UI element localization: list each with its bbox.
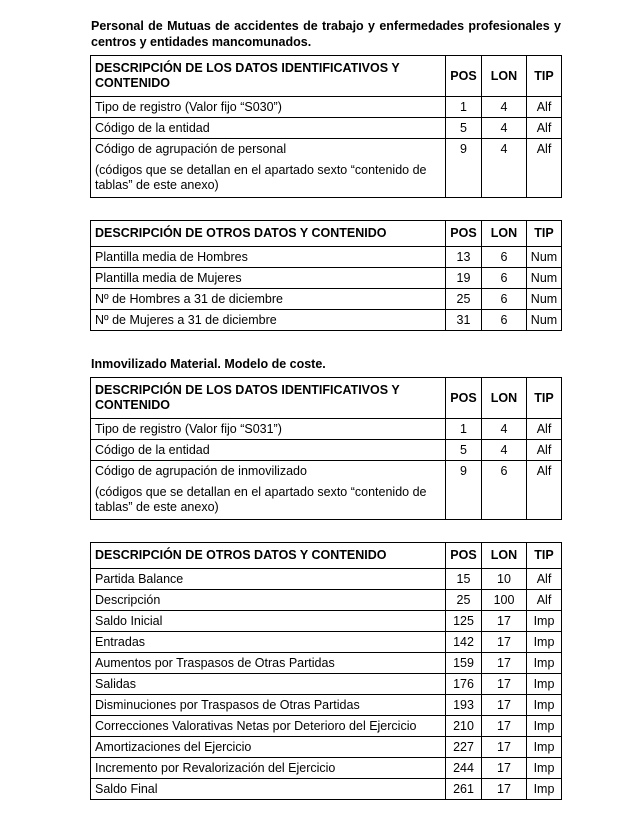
row-description-cell xyxy=(91,461,446,520)
row-tip: Alf xyxy=(527,590,562,611)
header-lon: LON xyxy=(482,56,527,97)
row-description: Tipo de registro (Valor fijo “S030”) xyxy=(91,97,446,118)
table-row xyxy=(91,310,562,331)
header-tip: TIP xyxy=(527,56,562,97)
table-row xyxy=(91,674,562,695)
row-lon: 4 xyxy=(482,419,527,440)
row-pos: 142 xyxy=(446,632,482,653)
table-row xyxy=(91,97,562,118)
row-lon: 4 xyxy=(482,97,527,118)
table-header-row xyxy=(91,378,562,419)
header-description: DESCRIPCIÓN DE LOS DATOS IDENTIFICATIVOS Y CONTENIDO xyxy=(91,378,446,419)
row-pos: 13 xyxy=(446,247,482,268)
table-row xyxy=(91,569,562,590)
row-pos: 1 xyxy=(446,97,482,118)
row-description: Saldo Final xyxy=(91,779,446,800)
table-row xyxy=(91,118,562,139)
row-description: Código de agrupación de personal xyxy=(95,142,287,156)
row-tip: Alf xyxy=(527,97,562,118)
table-row xyxy=(91,419,562,440)
row-pos: 1 xyxy=(446,419,482,440)
row-tip: Alf xyxy=(527,569,562,590)
row-tip: Alf xyxy=(527,440,562,461)
row-description: Amortizaciones del Ejercicio xyxy=(91,737,446,758)
row-note: (códigos que se detallan en el apartado sexto “contenido de tablas” de este anexo) xyxy=(95,163,427,192)
row-pos: 159 xyxy=(446,653,482,674)
row-description: Disminuciones por Traspasos de Otras Partidas xyxy=(91,695,446,716)
row-pos: 125 xyxy=(446,611,482,632)
row-description: Nº de Mujeres a 31 de diciembre xyxy=(91,310,446,331)
row-pos: 261 xyxy=(446,779,482,800)
row-description: Tipo de registro (Valor fijo “S031”) xyxy=(91,419,446,440)
section-title: Personal de Mutuas de accidentes de trabajo y enfermedades profesionales y centros y entidades mancomunados. xyxy=(91,19,561,49)
row-pos: 193 xyxy=(446,695,482,716)
table-header-row xyxy=(91,56,562,97)
row-tip: Num xyxy=(527,268,562,289)
row-tip: Imp xyxy=(527,611,562,632)
row-description: Aumentos por Traspasos de Otras Partidas xyxy=(91,653,446,674)
row-tip: Imp xyxy=(527,695,562,716)
table-row xyxy=(91,268,562,289)
row-tip: Alf xyxy=(527,118,562,139)
row-description: Entradas xyxy=(91,632,446,653)
header-tip: TIP xyxy=(527,543,562,569)
row-lon: 6 xyxy=(482,310,527,331)
row-pos: 5 xyxy=(446,440,482,461)
header-tip: TIP xyxy=(527,378,562,419)
row-description: Nº de Hombres a 31 de diciembre xyxy=(91,289,446,310)
table-row xyxy=(91,653,562,674)
table-row xyxy=(91,695,562,716)
row-tip: Imp xyxy=(527,632,562,653)
header-description: DESCRIPCIÓN DE OTROS DATOS Y CONTENIDO xyxy=(91,221,446,247)
row-description: Plantilla media de Hombres xyxy=(91,247,446,268)
row-description: Partida Balance xyxy=(91,569,446,590)
row-pos: 31 xyxy=(446,310,482,331)
row-lon: 100 xyxy=(482,590,527,611)
row-pos: 25 xyxy=(446,289,482,310)
row-lon: 6 xyxy=(482,289,527,310)
header-description: DESCRIPCIÓN DE OTROS DATOS Y CONTENIDO xyxy=(91,543,446,569)
table-row xyxy=(91,247,562,268)
table-row xyxy=(91,737,562,758)
header-pos: POS xyxy=(446,56,482,97)
row-tip: Num xyxy=(527,310,562,331)
row-lon: 17 xyxy=(482,737,527,758)
row-description: Salidas xyxy=(91,674,446,695)
table-row xyxy=(91,590,562,611)
row-pos: 19 xyxy=(446,268,482,289)
row-pos: 244 xyxy=(446,758,482,779)
header-lon: LON xyxy=(482,221,527,247)
row-pos: 9 xyxy=(446,461,482,520)
row-lon: 6 xyxy=(482,461,527,520)
table-row xyxy=(91,611,562,632)
header-pos: POS xyxy=(446,543,482,569)
row-tip: Imp xyxy=(527,716,562,737)
header-lon: LON xyxy=(482,543,527,569)
row-tip: Imp xyxy=(527,779,562,800)
table-row xyxy=(91,779,562,800)
row-pos: 5 xyxy=(446,118,482,139)
row-pos: 176 xyxy=(446,674,482,695)
row-description: Plantilla media de Mujeres xyxy=(91,268,446,289)
section-title: Inmovilizado Material. Modelo de coste. xyxy=(91,357,326,371)
identifying-data-table xyxy=(90,55,562,198)
row-pos: 15 xyxy=(446,569,482,590)
row-lon: 17 xyxy=(482,674,527,695)
row-tip: Imp xyxy=(527,737,562,758)
row-lon: 4 xyxy=(482,139,527,198)
row-tip: Alf xyxy=(527,461,562,520)
table-row xyxy=(91,139,562,198)
row-tip: Imp xyxy=(527,653,562,674)
row-pos: 227 xyxy=(446,737,482,758)
row-note: (códigos que se detallan en el apartado sexto “contenido de tablas” de este anexo) xyxy=(95,485,427,514)
row-tip: Num xyxy=(527,247,562,268)
header-pos: POS xyxy=(446,221,482,247)
row-tip: Alf xyxy=(527,419,562,440)
row-tip: Num xyxy=(527,289,562,310)
identifying-data-table xyxy=(90,377,562,520)
table-row xyxy=(91,461,562,520)
row-lon: 17 xyxy=(482,611,527,632)
table-header-row xyxy=(91,543,562,569)
other-data-table xyxy=(90,542,562,800)
row-tip: Alf xyxy=(527,139,562,198)
row-lon: 17 xyxy=(482,716,527,737)
row-lon: 17 xyxy=(482,653,527,674)
row-description: Incremento por Revalorización del Ejercicio xyxy=(91,758,446,779)
row-lon: 10 xyxy=(482,569,527,590)
row-lon: 4 xyxy=(482,118,527,139)
header-tip: TIP xyxy=(527,221,562,247)
table-row xyxy=(91,632,562,653)
header-description: DESCRIPCIÓN DE LOS DATOS IDENTIFICATIVOS Y CONTENIDO xyxy=(91,56,446,97)
row-description: Código de agrupación de inmovilizado xyxy=(95,464,307,478)
row-lon: 17 xyxy=(482,632,527,653)
row-lon: 4 xyxy=(482,440,527,461)
table-row xyxy=(91,440,562,461)
other-data-table xyxy=(90,220,562,331)
row-pos: 210 xyxy=(446,716,482,737)
row-description-cell xyxy=(91,139,446,198)
row-description: Código de la entidad xyxy=(91,440,446,461)
header-lon: LON xyxy=(482,378,527,419)
row-lon: 17 xyxy=(482,758,527,779)
row-lon: 17 xyxy=(482,695,527,716)
row-description: Correcciones Valorativas Netas por Deterioro del Ejercicio xyxy=(91,716,446,737)
row-pos: 9 xyxy=(446,139,482,198)
table-header-row xyxy=(91,221,562,247)
row-lon: 17 xyxy=(482,779,527,800)
row-tip: Imp xyxy=(527,674,562,695)
row-description: Saldo Inicial xyxy=(91,611,446,632)
header-pos: POS xyxy=(446,378,482,419)
row-lon: 6 xyxy=(482,247,527,268)
row-tip: Imp xyxy=(527,758,562,779)
table-row xyxy=(91,758,562,779)
table-row xyxy=(91,289,562,310)
table-row xyxy=(91,716,562,737)
row-lon: 6 xyxy=(482,268,527,289)
row-description: Descripción xyxy=(91,590,446,611)
row-pos: 25 xyxy=(446,590,482,611)
row-description: Código de la entidad xyxy=(91,118,446,139)
